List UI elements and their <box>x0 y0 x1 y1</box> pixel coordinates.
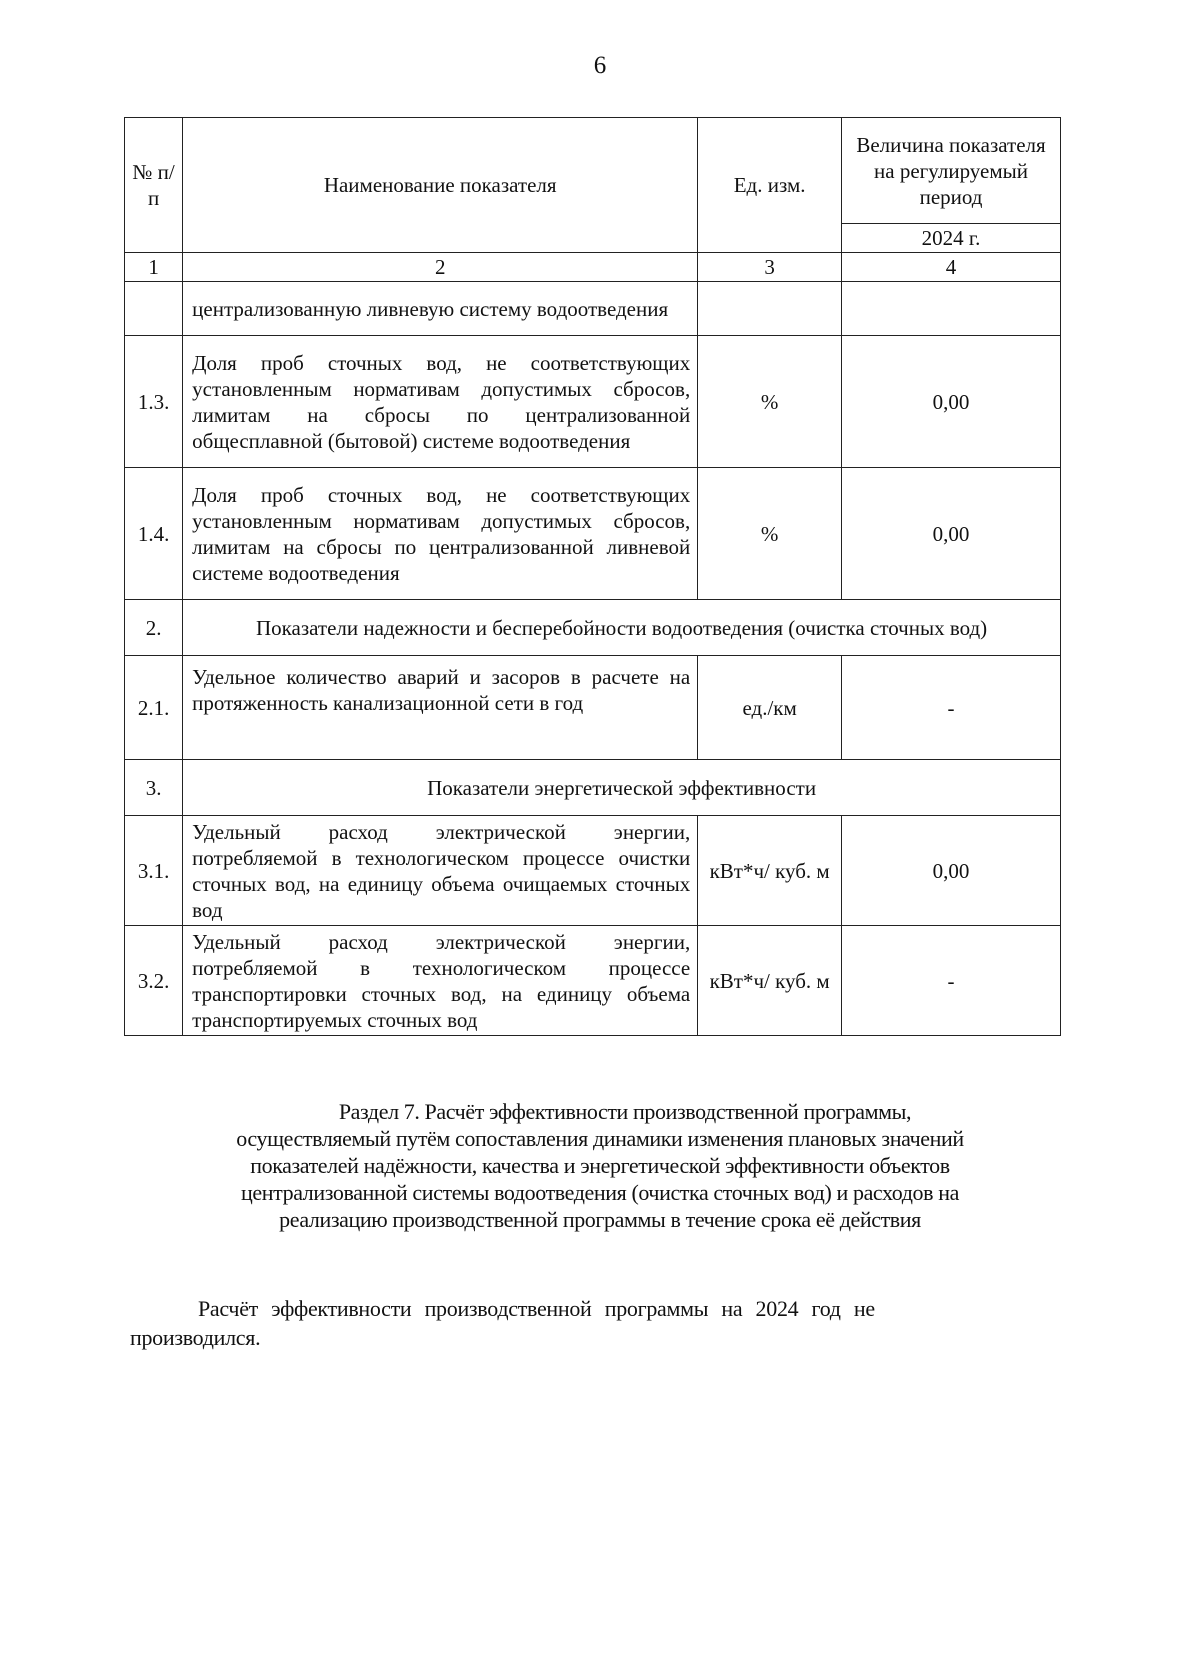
row-value: - <box>842 926 1061 1036</box>
section-7-heading <box>130 1098 1070 1233</box>
row-value: 0,00 <box>842 816 1061 926</box>
row-num <box>125 282 183 336</box>
header-unit: Ед. изм. <box>698 118 842 253</box>
row-name: Доля проб сточных вод, не соответствующих установленным нормативам допустимых сбросов, лимитам на сбросы по централизованной ливневой системе водоотведения <box>183 468 698 600</box>
row-value: 0,00 <box>842 336 1061 468</box>
section-7-line: осуществляемый путём сопоставления динамики изменения плановых значений <box>236 1126 964 1151</box>
section-7-line: реализацию производственной программы в течение срока её действия <box>279 1207 921 1232</box>
paragraph-line: Расчёт эффективности производственной программы на 2024 год не <box>198 1296 875 1321</box>
table-row <box>125 468 1061 600</box>
row-name: Удельный расход электрической энергии, потребляемой в технологическом процессе транспортировки сточных вод, на единицу объема транспортируемых сточных вод <box>183 926 698 1036</box>
table-row <box>125 656 1061 760</box>
efficiency-paragraph <box>130 1294 1040 1352</box>
table-row <box>125 336 1061 468</box>
row-unit: кВт*ч/ куб. м <box>698 926 842 1036</box>
section-7-line: Раздел 7. Расчёт эффективности производственной программы, <box>338 1099 912 1124</box>
paragraph-line: производился. <box>130 1325 261 1350</box>
page-number: 6 <box>593 52 607 79</box>
header-name: Наименование показателя <box>183 118 698 253</box>
colnum-3: 3 <box>698 253 842 282</box>
section-row <box>125 760 1061 816</box>
header-num: № п/п <box>125 118 183 253</box>
row-value <box>842 282 1061 336</box>
colnum-4: 4 <box>842 253 1061 282</box>
section-num: 2. <box>125 600 183 656</box>
header-value: Величина показателя на регулируемый период <box>842 118 1061 224</box>
row-unit <box>698 282 842 336</box>
row-unit: % <box>698 468 842 600</box>
colnum-2: 2 <box>183 253 698 282</box>
row-num: 1.3. <box>125 336 183 468</box>
row-value: 0,00 <box>842 468 1061 600</box>
table-row <box>125 816 1061 926</box>
colnum-1: 1 <box>125 253 183 282</box>
table-header-row <box>125 118 1061 224</box>
header-year: 2024 г. <box>842 224 1061 253</box>
row-name: Доля проб сточных вод, не соответствующих установленным нормативам допустимых сбросов, лимитам на сбросы по централизованной общесплавной (бытовой) системе водоотведения <box>183 336 698 468</box>
section-num: 3. <box>125 760 183 816</box>
table-row <box>125 926 1061 1036</box>
row-num: 3.1. <box>125 816 183 926</box>
row-unit: ед./км <box>698 656 842 760</box>
row-num: 1.4. <box>125 468 183 600</box>
row-name: централизованную ливневую систему водоотведения <box>183 282 698 336</box>
row-name: Удельное количество аварий и засоров в расчете на протяженность канализационной сети в год <box>183 656 698 760</box>
row-value: - <box>842 656 1061 760</box>
table-row <box>125 282 1061 336</box>
section-title: Показатели надежности и бесперебойности водоотведения (очистка сточных вод) <box>183 600 1061 656</box>
section-row <box>125 600 1061 656</box>
section-7-line: централизованной системы водоотведения (очистка сточных вод) и расходов на <box>241 1180 959 1205</box>
row-unit: кВт*ч/ куб. м <box>698 816 842 926</box>
indicators-table <box>124 117 1061 1036</box>
column-number-row <box>125 253 1061 282</box>
row-num: 3.2. <box>125 926 183 1036</box>
row-name: Удельный расход электрической энергии, потребляемой в технологическом процессе очистки сточных вод, на единицу объема очищаемых сточных вод <box>183 816 698 926</box>
row-unit: % <box>698 336 842 468</box>
section-title: Показатели энергетической эффективности <box>183 760 1061 816</box>
section-7-line: показателей надёжности, качества и энергетической эффективности объектов <box>250 1153 950 1178</box>
row-num: 2.1. <box>125 656 183 760</box>
